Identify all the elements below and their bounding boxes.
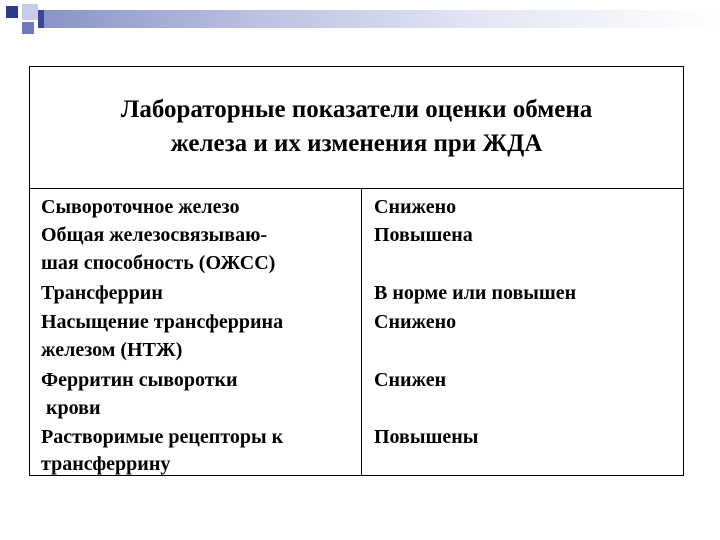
decor-square — [22, 4, 38, 20]
lab-indicators-table — [29, 66, 684, 476]
indicator-stfr-line2: трансферрину — [41, 453, 171, 475]
decor-square — [6, 6, 18, 18]
indicator-serum-iron: Сывороточное железо — [41, 196, 240, 218]
indicator-ferritin-line1: Ферритин сыворотки — [41, 369, 238, 391]
indicator-tibc-line2: шая способность (ОЖСС) — [41, 252, 276, 274]
change-serum-iron: Снижено — [374, 196, 457, 218]
title-line-1: Лабораторные показатели оценки обмена — [120, 96, 593, 123]
slide-decoration — [0, 0, 720, 40]
decor-square — [38, 10, 44, 28]
change-transferrin: В норме или повышен — [374, 282, 577, 304]
indicator-ferritin-line2: крови — [41, 397, 101, 419]
indicator-transferrin: Трансферрин — [41, 282, 163, 304]
indicator-tsat-line2: железом (НТЖ) — [41, 339, 183, 361]
change-tibc: Повышена — [374, 224, 473, 246]
indicator-stfr-line1: Растворимые рецепторы к — [41, 426, 284, 448]
title-line-2: железа и их изменения при ЖДА — [170, 130, 543, 157]
indicator-tibc-line1: Общая железосвязываю- — [41, 224, 268, 246]
table-title — [30, 93, 683, 161]
change-ferritin: Снижен — [374, 369, 447, 391]
column-divider — [361, 188, 362, 475]
change-stfr: Повышены — [374, 426, 479, 448]
decor-square — [22, 22, 34, 34]
gradient-band — [44, 10, 720, 28]
indicator-tsat-line1: Насыщение трансферрина — [41, 311, 284, 333]
header-divider — [30, 188, 683, 189]
change-tsat: Снижено — [374, 311, 457, 333]
